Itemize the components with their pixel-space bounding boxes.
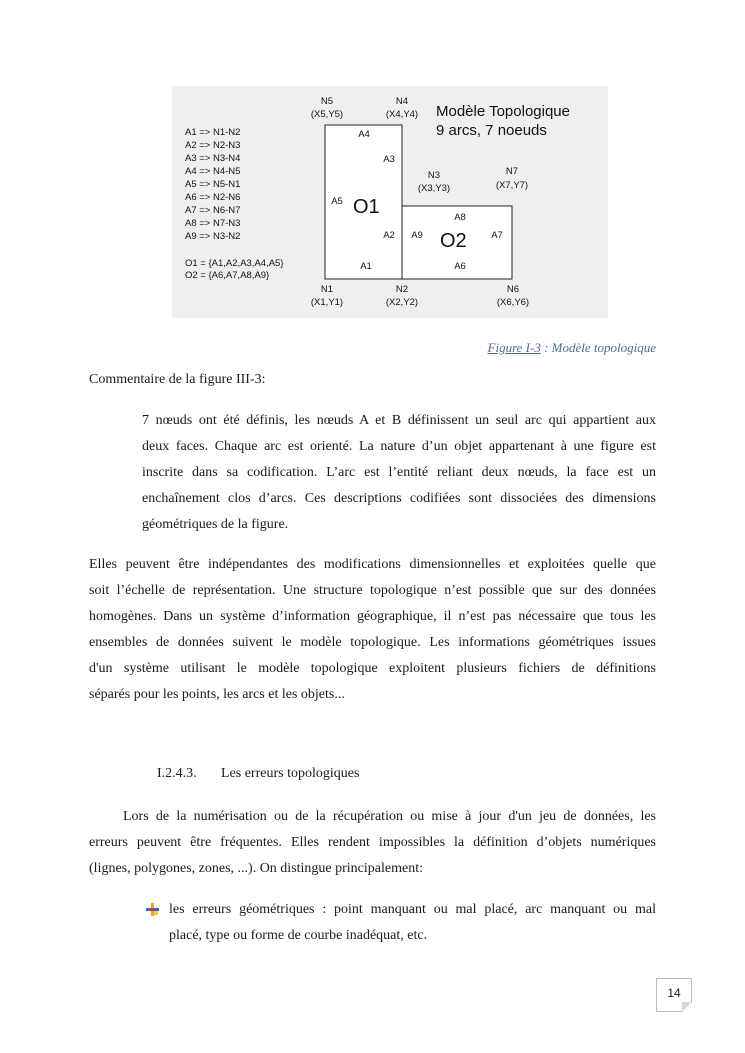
node-n3-coord: (X3,Y3) xyxy=(417,183,451,194)
section-heading xyxy=(157,766,359,782)
text-line: les erreurs géométriques : point manquant ou mal placé, arc manquant ou mal xyxy=(169,902,656,917)
object-o1-label: O1 xyxy=(353,196,380,218)
arc-def: A3 => N3-N4 xyxy=(185,153,241,164)
arc-a9-label: A9 xyxy=(411,230,423,241)
arc-def: A7 => N6-N7 xyxy=(185,205,241,216)
arc-a5-label: A5 xyxy=(331,196,343,207)
section-number: I.2.4.3. xyxy=(157,766,197,781)
node-n2-coord: (X2,Y2) xyxy=(385,297,419,308)
arc-a7-label: A7 xyxy=(491,230,503,241)
arc-def: A2 => N2-N3 xyxy=(185,140,241,151)
node-n1-label: N1 xyxy=(320,284,334,295)
arc-def: A8 => N7-N3 xyxy=(185,218,241,229)
node-n2-label: N2 xyxy=(395,284,409,295)
node-n4-label: N4 xyxy=(395,96,409,107)
arc-a2-label: A2 xyxy=(383,230,395,241)
text-line: enchaînement clos d’arcs. Ces descriptions codifiées sont dissociées des dimensions xyxy=(142,491,656,506)
arc-def: A6 => N2-N6 xyxy=(185,192,241,203)
text-line: erreurs peuvent être fréquentes. Elles rendent impossibles la définition d’objets numériques xyxy=(89,835,656,850)
topology-figure xyxy=(172,86,608,318)
figure-title-line1: Modèle Topologique xyxy=(436,103,570,120)
object-o2-label: O2 xyxy=(440,230,467,252)
caption-text: : Modèle topologique xyxy=(540,340,656,355)
node-n7-coord: (X7,Y7) xyxy=(495,180,529,191)
arc-a4-label: A4 xyxy=(358,129,370,140)
arc-def: A5 => N5-N1 xyxy=(185,179,241,190)
bullet-item xyxy=(169,897,656,949)
page-number: 14 xyxy=(667,986,681,1000)
section-title: Les erreurs topologiques xyxy=(221,766,360,781)
arc-a6-label: A6 xyxy=(454,261,466,272)
node-n1-coord: (X1,Y1) xyxy=(310,297,344,308)
node-n4-coord: (X4,Y4) xyxy=(385,109,419,120)
node-n3-label: N3 xyxy=(427,170,441,181)
text-line: géométriques de la figure. xyxy=(142,517,289,532)
text-line: d'un système utilisant le modèle topologique exploitent plusieurs fichiers de définitions xyxy=(89,661,656,676)
text-line: soit l’échelle de représentation. Une structure topologique n’est possible que sur des données xyxy=(89,583,656,598)
text-line: placé, type ou forme de courbe inadéquat, etc. xyxy=(169,928,428,943)
bullet-plus-icon xyxy=(146,903,159,916)
text-line: homogènes. Dans un système d’information géographique, il n’est pas nécessaire que tous les xyxy=(89,609,656,624)
page-corner-fold-icon xyxy=(682,1002,692,1012)
paragraph-2 xyxy=(89,552,656,708)
arc-def: A4 => N4-N5 xyxy=(185,166,241,177)
arc-def: A1 => N1-N2 xyxy=(185,127,241,138)
object-def: O2 = {A6,A7,A8,A9} xyxy=(185,270,270,281)
text-line: (lignes, polygones, zones, ...). On distingue principalement: xyxy=(89,861,423,876)
figure-title-line2: 9 arcs, 7 noeuds xyxy=(436,122,547,139)
text-line: Lors de la numérisation ou de la récupération ou mise à jour d'un jeu de données, les xyxy=(123,809,656,824)
text-line: Elles peuvent être indépendantes des modifications dimensionnelles et exploitées quelle que xyxy=(89,557,656,572)
comment-heading xyxy=(89,367,265,393)
figure-reference-link[interactable]: Figure I-3 xyxy=(487,340,541,355)
text-line: deux faces. Chaque arc est orienté. La nature d’un objet appartenant à une figure est xyxy=(142,439,656,454)
arc-def: A9 => N3-N2 xyxy=(185,231,241,242)
text-line: séparés pour les points, les arcs et les objets... xyxy=(89,687,345,702)
figure-caption xyxy=(488,340,656,356)
node-n5-label: N5 xyxy=(320,96,334,107)
node-n5-coord: (X5,Y5) xyxy=(310,109,344,120)
node-n6-label: N6 xyxy=(506,284,520,295)
paragraph-1 xyxy=(142,408,656,538)
text-line: ensembles de données suivent le modèle topologique. Les informations géométriques issues xyxy=(89,635,656,650)
object-def: O1 = {A1,A2,A3,A4,A5} xyxy=(185,258,284,269)
node-n7-label: N7 xyxy=(505,166,519,177)
text-line: inscrite dans sa codification. L’arc est l’entité reliant deux nœuds, la face est un xyxy=(142,465,656,480)
comment-heading-text: Commentaire de la figure III-3: xyxy=(89,372,266,387)
page-number-box xyxy=(656,978,692,1012)
arc-a1-label: A1 xyxy=(360,261,372,272)
arc-a3-label: A3 xyxy=(383,154,395,165)
paragraph-3 xyxy=(89,804,656,882)
arc-a8-label: A8 xyxy=(454,212,466,223)
text-line: 7 nœuds ont été définis, les nœuds A et B définissent un seul arc qui appartient aux xyxy=(142,413,656,428)
node-n6-coord: (X6,Y6) xyxy=(496,297,530,308)
